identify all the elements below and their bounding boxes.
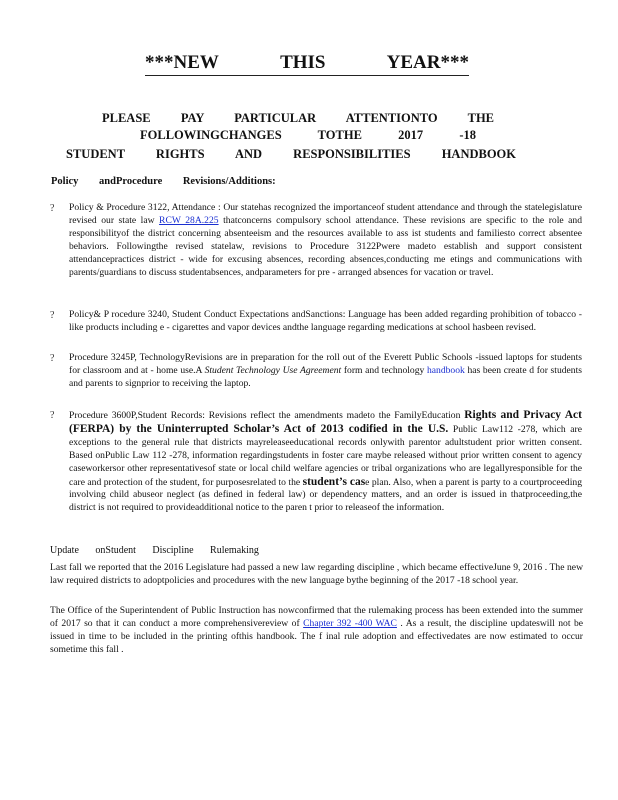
bullet-icon: ? (50, 410, 55, 421)
discipline-paragraph-2: The Office of the Superintendent of Public Instruction has nowconfirmed that the rulemaking process has been extended into the summer of 2017 so that it can conduct a more comprehensivereview of Chapter 392 -400 WAC . As a result, the discipline updateswill not be issued in time to be included in the printing ofthis handbook. The f inal rule adoption and effectivedates are now estimated to occur sometime this fall . (50, 605, 584, 655)
list-item-student-records: Procedure 3600P,Student Records: Revisions reflect the amendments madeto the FamilyEducation Rights and Privacy Act (FERPA) by the Uninterrupted Scholar’s Act of 2013 codified in the U.S. Public Law112 -278, which are exceptions to the general rule that districts mayreleaseeducational records onlywith parentor adultstudent prior written consent. Based onPublic Law 112 -278, information regardingstudents in foster care maybe released without prior written consent to agency caseworkersor other representativesof state or local child welfare agencies or tribal organizations who are legallyresponsible for the care and protection of the student, for purposesrelated to the student’s case plan. Also, when a parent is party to a courtproceeding involving child abuseor neglect (as defined in federal law) or dependency matters, and an order is issued in thatproceeding,the district is not required to provideadditional notice to the paren t prior to releaseof the information. (69, 409, 582, 514)
wac-chapter-link[interactable]: Chapter 392 -400 WAC (303, 617, 397, 629)
bullet-icon: ? (50, 353, 55, 364)
handbook-link[interactable]: handbook (426, 364, 465, 376)
list-item-attendance: Policy & Procedure 3122, Attendance : Our statehas recognized the importanceof student attendance and through the statelegislature revised our state law RCW 28A.225 thatconcerns compulsory school attendance. These revisions are specific to the role and responsibilityof the district concerning absenteeism and the resources available to ass ist students and familiesto correct absentee behaviors. Followingthe revised statelaw, revisions to Procedure 3122Pwere madeto establish and support consistent attendancepractices district - wide for excusing absences, recording absences,conducting me etings and communications with parents/guardians to discuss studentabsences, andparameters for pre - arranged absences for vacation or travel. (69, 202, 583, 278)
discipline-paragraph-1: Last fall we reported that the 2016 Legislature had passed a new law regarding discipline , which became effectiveJune 9, 2016 . The new law required districts to adoptpolicies and procedures with the new language bythe beginning of the 2017 -18 school year. (50, 562, 583, 586)
notice-heading-line-2: FOLLOWINGCHANGES TOTHE 2017 -18 (140, 128, 476, 142)
notice-heading-line-1: PLEASE PAY PARTICULAR ATTENTIONTO THE (102, 111, 494, 125)
bullet-icon: ? (50, 203, 55, 214)
bullet-icon: ? (50, 310, 55, 321)
page-title: ***NEW THIS YEAR*** (145, 52, 469, 76)
technology-agreement-title: Student Technology Use Agreement (204, 364, 342, 376)
list-item-student-conduct: Policy& P rocedure 3240, Student Conduct Expectations andSanctions: Language has been added regarding prohibition of tobacco -like products including e - cigarettes and vapor devices andthe language regarding medications at school hasbeen revised. (69, 309, 582, 333)
notice-heading-line-3: STUDENT RIGHTS AND RESPONSIBILITIES HANDBOOK (66, 147, 516, 161)
section-heading: Policy andProcedure Revisions/Additions: (51, 176, 276, 187)
discipline-rulemaking-heading: Update onStudent Discipline Rulemaking (50, 545, 259, 556)
rcw-link[interactable]: RCW 28A.225 (159, 214, 219, 226)
list-item-technology: Procedure 3245P, TechnologyRevisions are in preparation for the roll out of the Everett Public Schools -issued laptops for students for classroom and at - home use.A Student Technology Use Agreement form and technology handbook has been create d for students and parents to signprior to receiving the laptop. (69, 352, 582, 389)
